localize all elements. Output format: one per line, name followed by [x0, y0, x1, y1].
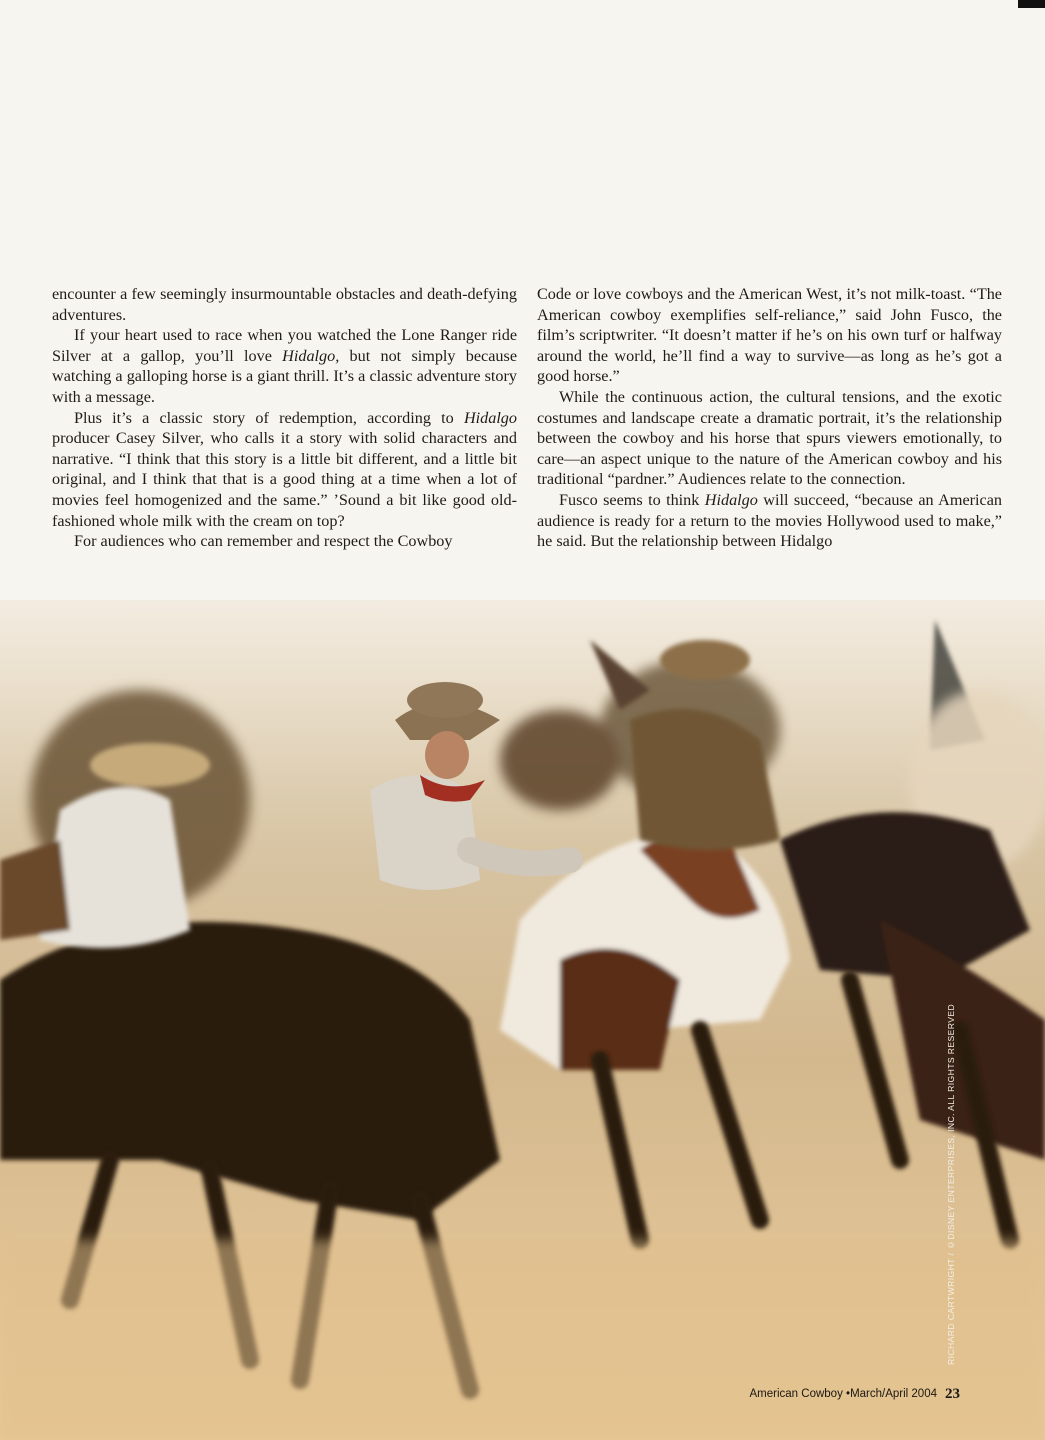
page-edge-mark: [1018, 0, 1045, 8]
paragraph: If your heart used to race when you watched the Lone Ranger ride Silver at a gallop, you’ll love Hidalgo, but not simply because watching a galloping horse is a giant thrill. It’s a classic adventure story with a message.: [52, 326, 518, 406]
paragraph: encounter a few seemingly insurmountable obstacles and death-defying adventures.: [52, 285, 517, 324]
galloping-riders-illustration: [0, 600, 1045, 1440]
left-column: [52, 284, 517, 584]
publication-name: American Cowboy •March/April 2004: [749, 1388, 937, 1400]
paragraph: For audiences who can remember and respect the Cowboy: [74, 532, 453, 551]
right-column: [537, 284, 1002, 584]
paragraph: Code or love cowboys and the American West, it’s not milk-toast. “The American cowboy exemplifies self-reliance,” said John Fusco, the film’s scriptwriter. “It doesn’t matter if he’s on his own turf or halfway around the world, he’ll find a way to survive—as long as he’s got a good horse.”: [537, 285, 1002, 386]
article-body: [52, 284, 1002, 584]
photo-credit: RICHARD CARTWRIGHT / ©DISNEY ENTERPRISES, INC. ALL RIGHTS RESERVED: [946, 1003, 956, 1365]
paragraph: Fusco seems to think Hidalgo will succeed, “because an American audience is ready for a return to the movies Hollywood used to make,” he said. But the relationship between Hidalgo: [537, 490, 1002, 551]
page-number: 23: [945, 1385, 960, 1402]
page-footer: [700, 1383, 960, 1405]
paragraph: Plus it’s a classic story of redemption, according to Hidalgo producer Casey Silver, who calls it a story with solid characters and narrative. “I think that this story is a little bit different, and a little bit original, and I think that that is a good thing at a time when a lot of movies feel homogenized and the same.” ’Sound a bit like good old-fashioned whole milk with the cream on top?: [52, 408, 517, 530]
paragraph: While the continuous action, the cultural tensions, and the exotic costumes and landscape create a dramatic portrait, it’s the relationship between the cowboy and his horse that spurs viewers emotionally, to care—an aspect unique to the nature of the American cowboy and his traditional “pardner.” Audiences relate to the connection.: [537, 387, 1002, 489]
race-photo: [0, 600, 1045, 1440]
